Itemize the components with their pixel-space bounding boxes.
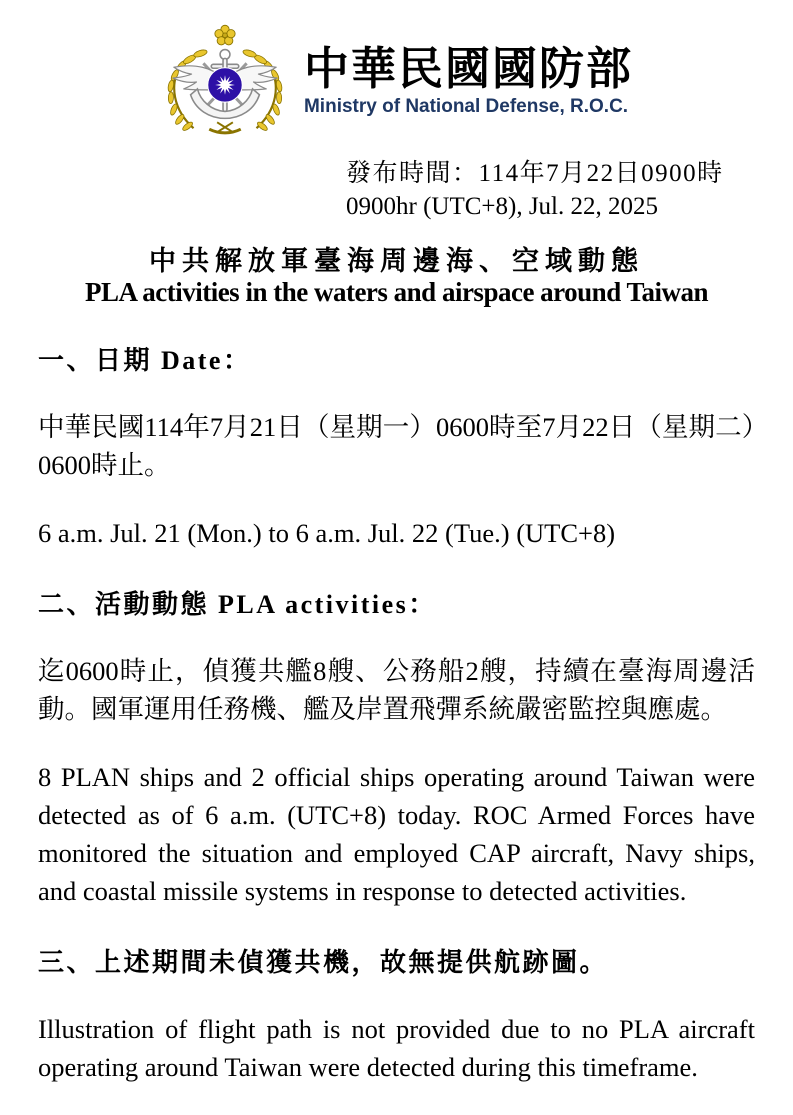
release-time-en: 0900hr (UTC+8), Jul. 22, 2025 bbox=[346, 192, 658, 220]
release-time-zh: 發布時間：114年7月22日0900時 bbox=[346, 160, 724, 187]
mnd-roc-emblem-icon bbox=[160, 22, 290, 142]
section-pla-activities-paragraph-en: 8 PLAN ships and 2 official ships operating around Taiwan were detected as of 6 a.m. (UTC+8) today. ROC Armed Forces have monitored the situation and employed CAP aircraft, Navy ships, and coastal missile systems in response to detected activities. bbox=[38, 762, 755, 907]
release-time-block bbox=[346, 158, 793, 223]
document-title-en: PLA activities in the waters and airspace around Taiwan bbox=[84, 277, 709, 308]
masthead bbox=[0, 0, 793, 142]
document-title-zh: 中共解放軍臺海周邊海、空域動態 bbox=[149, 246, 644, 276]
section-no-flight-path-paragraph-en: Illustration of flight path is not provided due to no PLA aircraft operating around Taiwan were detected during this timeframe. bbox=[38, 1013, 755, 1082]
document-title bbox=[0, 245, 793, 308]
section-date-heading: 一、日期 Date： bbox=[38, 346, 252, 376]
section-pla-activities bbox=[38, 588, 755, 910]
section-date-paragraph-en: 6 a.m. Jul. 21 (Mon.) to 6 a.m. Jul. 22 (Tue.) (UTC+8) bbox=[38, 518, 616, 549]
org-title-zh: 中華民國國防部 bbox=[303, 43, 633, 94]
document-body bbox=[38, 344, 755, 1085]
section-pla-activities-paragraph-zh: 迄0600時止，偵獲共艦8艘、公務船2艘，持續在臺海周邊活動。國軍運用任務機、艦及岸置飛彈系統嚴密監控與應處。 bbox=[38, 656, 755, 725]
section-pla-activities-heading: 二、活動動態 PLA activities： bbox=[38, 590, 437, 620]
section-date bbox=[38, 344, 755, 552]
section-date-paragraph-zh: 中華民國114年7月21日（星期一）0600時至7月22日（星期二）0600時止。 bbox=[38, 412, 755, 481]
org-title-en: Ministry of National Defense, R.O.C. bbox=[303, 96, 629, 118]
section-no-flight-path bbox=[38, 946, 755, 1086]
org-titles bbox=[303, 43, 633, 118]
section-no-flight-path-heading: 三、上述期間未偵獲共機，故無提供航跡圖。 bbox=[38, 948, 609, 978]
